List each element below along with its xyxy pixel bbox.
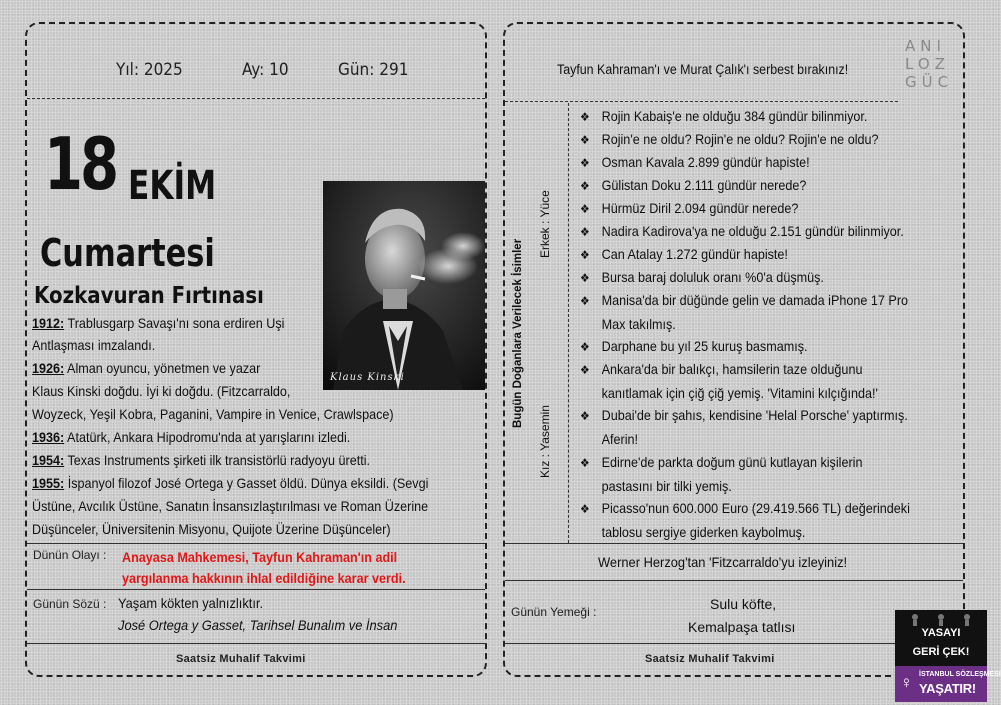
olay-label: Dünün Olayı :	[33, 548, 107, 562]
news-item: ❖ Gülistan Doku 2.111 gündür nerede?	[580, 177, 807, 193]
news-item: ❖ Picasso'nun 600.000 Euro (29.419.566 TL) değerindeki tablosu sergiye giderken kaybolmuş.	[580, 500, 910, 540]
name-girl: Kız : Yasemin	[538, 405, 552, 478]
event-line: 1954: Texas Instruments şirketi ilk transistörlü radyoyu üretti.	[32, 452, 371, 468]
day-number: 18	[44, 122, 116, 206]
campaign-badge	[895, 610, 1001, 702]
portrait-photo	[323, 181, 485, 390]
news-item: ❖ Bursa baraj doluluk oranı %0'a düşmüş.	[580, 269, 824, 285]
demand-top: Tayfun Kahraman'ı ve Murat Çalık'ı serbest bırakınız!	[557, 62, 849, 77]
yemek-line: Sulu köfte,	[710, 596, 777, 612]
event-line: 1936: Atatürk, Ankara Hipodromu'nda at yarışlarını izledi.	[32, 429, 351, 445]
soz-author: José Ortega y Gasset, Tarihsel Bunalım ve İnsan	[118, 617, 398, 633]
names-column-divider	[568, 103, 569, 543]
news-item: ❖ Darphane bu yıl 25 kuruş basmamış.	[580, 338, 808, 354]
news-item: ❖ Nadira Kadirova'ya ne olduğu 2.151 gündür bilinmiyor.	[580, 223, 904, 239]
news-item: ❖ Manisa'da bir düğünde gelin ve damada iPhone 17 Pro Max takılmış.	[580, 292, 909, 332]
event-line: Klaus Kinski doğdu. İyi ki doğdu. (Fitzcarraldo,	[32, 383, 291, 399]
events-divider	[27, 543, 485, 544]
event-line: 1912: Trablusgarp Savaşı'nı sona erdiren Uşi	[32, 315, 285, 331]
photo-caption: Klaus Kinski	[330, 372, 405, 383]
left-footer: Saatsiz Muhalif Takvimi	[176, 653, 306, 665]
right-header-divider	[505, 101, 898, 102]
news-item: ❖ Ankara'da bir balıkçı, hamsilerin taze olduğunu kanıtlamak için çiğ çiğ yemiş. 'Vitamini kılçığında!'	[580, 361, 878, 401]
badge-line4: YAŞATIR!	[919, 681, 976, 696]
event-line: 1926: Alman oyuncu, yönetmen ve yazar	[32, 360, 261, 376]
venus-icon: ♀	[900, 673, 913, 692]
event-line: Düşünceler, Üniversitenin Misyonu, Quijote Üzerine Düşünceler)	[32, 521, 391, 537]
event-line: 1955: İspanyol filozof José Ortega y Gasset öldü. Dünya eksildi. (Sevgi	[32, 475, 429, 491]
event-line: Antlaşması imzalandı.	[32, 337, 156, 353]
news-item: ❖ Rojin'e ne oldu? Rojin'e ne oldu? Rojin'e ne oldu?	[580, 131, 879, 147]
news-divider	[505, 543, 963, 544]
event-line: Üstüne, Avcılık Üstüne, Sanatın İnsansızlaştırılması ve Roman Üzerine	[32, 498, 429, 514]
event-line: Woyzeck, Yeşil Kobra, Paganini, Vampire in Venice, Crawlspace)	[32, 406, 394, 422]
olay-text: Anayasa Mahkemesi, Tayfun Kahraman'ın adil yargılanma hakkının ihlal edildiğine karar verdi.	[122, 549, 406, 586]
header-divider	[27, 98, 485, 99]
news-item: ❖ Osman Kavala 2.899 gündür hapiste!	[580, 154, 810, 170]
year-label: Yıl: 2025	[116, 60, 183, 80]
names-title: Bugün Doğanlara Verilecek İsimler	[512, 238, 524, 428]
yemek-line: Kemalpaşa tatlısı	[688, 619, 796, 635]
soz-label: Günün Sözü :	[33, 597, 107, 611]
olay-divider	[27, 589, 485, 590]
right-footer: Saatsiz Muhalif Takvimi	[645, 653, 775, 665]
film-divider	[505, 580, 963, 581]
film-recommendation: Werner Herzog'tan 'Fitzcarraldo'yu izleyiniz!	[598, 554, 848, 570]
yemek-divider	[505, 643, 895, 644]
news-item: ❖ Can Atalay 1.272 gündür hapiste!	[580, 246, 788, 262]
badge-line1: YASAYI	[921, 627, 961, 639]
storm-name: Kozkavuran Fırtınası	[34, 283, 264, 309]
month-label: Ay: 10	[242, 60, 289, 80]
badge-top	[895, 610, 987, 666]
badge-line2: GERİ ÇEK!	[912, 646, 970, 658]
soz-text: Yaşam kökten yalnızlıktır.	[118, 595, 264, 611]
soz-divider	[27, 643, 485, 644]
news-item: ❖ Edirne'de parkta doğum günü kutlayan kişilerin pastasını bir tilki yemiş.	[580, 454, 863, 494]
yemek-label: Günün Yemeği :	[511, 605, 597, 619]
month-name: EKİM	[128, 163, 217, 209]
news-item: ❖ Dubai'de bir şahıs, kendisine 'Helal Porsche' yaptırmış. Aferin!	[580, 407, 908, 447]
news-item: ❖ Rojin Kabaiş'e ne olduğu 384 gündür bilinmiyor.	[580, 108, 868, 124]
badge-bottom	[895, 666, 1001, 702]
logo: ANI LOZ GÜC	[905, 37, 954, 91]
weekday-name: Cumartesi	[40, 231, 215, 275]
silhouettes-icon	[895, 612, 987, 626]
news-item: ❖ Hürmüz Diril 2.094 gündür nerede?	[580, 200, 799, 216]
badge-line3: İSTANBUL SÖZLEŞMESİ	[919, 671, 1001, 678]
name-boy: Erkek : Yüce	[538, 190, 552, 258]
day-of-year-label: Gün: 291	[338, 60, 409, 80]
